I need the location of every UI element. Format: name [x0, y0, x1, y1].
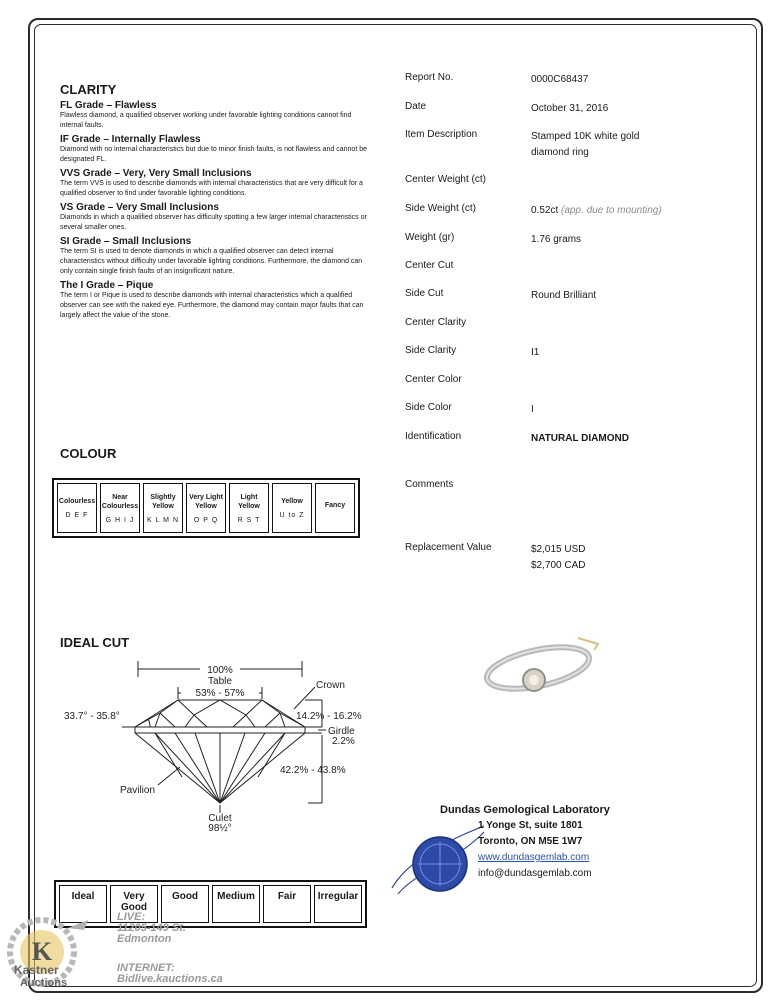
lab-address-2: Toronto, ON M5E 1W7 — [478, 836, 583, 847]
replacement-cad: $2,700 CAD — [531, 560, 586, 571]
cut-grade-cell: Fair — [263, 885, 311, 923]
clarity-grade-description: The term VVS is used to describe diamonds with internal characteristics that are very difficult for a qualified observer to find under favorable lighting conditions. — [60, 180, 363, 197]
auction-internet-label: INTERNET: — [117, 962, 175, 974]
auction-live-address: 11205-149 St. — [117, 922, 186, 934]
report-number-label: Report No. — [405, 72, 454, 83]
ideal-cut-diagram — [60, 655, 380, 835]
diagram-width-pct: 100% — [207, 665, 233, 676]
colour-cell-codes: O P Q — [193, 516, 219, 524]
item-description-label: Item Description — [405, 129, 478, 140]
side-cut-value: Round Brilliant — [531, 290, 597, 301]
colour-cell-title: Slightly Yellow — [150, 493, 176, 510]
side-color-value: I — [531, 404, 534, 415]
auction-brand-bottom: Auctions — [20, 977, 68, 989]
center-cut-label: Center Cut — [405, 260, 454, 271]
auction-internet-info — [117, 963, 223, 985]
lab-website-link[interactable]: www.dundasgemlab.com — [478, 852, 590, 863]
identification-label: Identification — [405, 431, 462, 442]
clarity-grade-description: Flawless diamond, a qualified observer working under favorable lighting conditions cannot find internal faults. — [60, 112, 352, 129]
colour-cell-codes: K L M N — [146, 516, 180, 524]
diagram-table-label: Table — [208, 676, 232, 687]
colour-cell-codes: G H I J — [105, 516, 135, 524]
auction-live-label: LIVE: — [117, 911, 146, 923]
auction-watermark-logo — [6, 916, 106, 990]
auction-live-info — [117, 912, 186, 945]
svg-text:K: K — [31, 937, 53, 966]
lab-email: info@dundasgemlab.com — [478, 868, 592, 879]
colour-heading: COLOUR — [60, 446, 117, 461]
auction-internet-url: Bidlive.kauctions.ca — [117, 973, 223, 985]
diagram-pavilion-label: Pavilion — [120, 785, 156, 796]
colour-cell — [100, 483, 140, 533]
diagram-table-pct: 53% - 57% — [195, 688, 245, 699]
colour-cell-title: Yellow — [281, 498, 303, 505]
identification-value: NATURAL DIAMOND — [531, 433, 629, 444]
date-value: October 31, 2016 — [531, 103, 609, 114]
clarity-grade-title: The I Grade – Pique — [60, 280, 154, 291]
center-clarity-label: Center Clarity — [405, 317, 467, 328]
clarity-section — [60, 82, 370, 321]
colour-cell — [186, 483, 226, 533]
clarity-grade-title: FL Grade – Flawless — [60, 100, 157, 111]
colour-cell-title: Light Yellow — [238, 493, 260, 510]
auction-live-city: Edmonton — [117, 933, 172, 945]
report-number-value: 0000C68437 — [531, 74, 589, 85]
clarity-grade-title: IF Grade – Internally Flawless — [60, 134, 201, 145]
side-cut-label: Side Cut — [405, 288, 444, 299]
diagram-girdle-label: Girdle — [328, 726, 355, 737]
colour-cell — [272, 483, 312, 533]
cut-grade-cell: Irregular — [314, 885, 362, 923]
comments-label: Comments — [405, 479, 454, 490]
lab-name: Dundas Gemological Laboratory — [440, 804, 610, 816]
colour-cell-codes: D E F — [65, 512, 89, 519]
clarity-grade-description: Diamonds in which a qualified observer has difficulty spotting a few larger internal characteristics or several smaller ones. — [60, 214, 367, 231]
weight-value: 1.76 grams — [531, 234, 582, 245]
center-weight-label: Center Weight (ct) — [405, 174, 486, 185]
side-weight-value — [531, 203, 721, 219]
cut-grade-cell: Good — [161, 885, 209, 923]
ideal-cut-heading: IDEAL CUT — [60, 635, 130, 650]
diagram-girdle-pct: 2.2% — [332, 736, 355, 747]
side-clarity-value: I1 — [531, 347, 540, 358]
diagram-crown-label: Crown — [316, 680, 345, 691]
side-clarity-label: Side Clarity — [405, 345, 457, 356]
clarity-grade-title: VS Grade – Very Small Inclusions — [60, 202, 219, 213]
ring-photo — [478, 620, 608, 710]
colour-cell — [143, 483, 183, 533]
date-label: Date — [405, 101, 427, 112]
clarity-grade-title: SI Grade – Small Inclusions — [60, 236, 192, 247]
diagram-culet-value: 98½° — [208, 823, 232, 834]
item-description-value: Stamped 10K white gold diamond ring — [531, 131, 640, 158]
colour-cell-title: Near Colourless — [101, 493, 139, 510]
diagram-culet-label: Culet — [208, 813, 232, 824]
cut-grade-cell: Medium — [212, 885, 260, 923]
colour-cell — [229, 483, 269, 533]
colour-scale-table — [52, 478, 360, 538]
center-color-label: Center Color — [405, 374, 462, 385]
replacement-value-label: Replacement Value — [405, 542, 492, 553]
colour-cell-title: Colourless — [58, 498, 96, 505]
colour-cell — [57, 483, 97, 533]
lab-info — [440, 802, 640, 882]
clarity-grade-description: Diamond with no internal characteristics but due to minor finish faults, is not flawless and cannot be designated FL. — [60, 146, 367, 163]
diagram-crown-pct: 14.2% - 16.2% — [296, 711, 362, 722]
colour-cell — [315, 483, 355, 533]
side-weight-amount: 0.52ct — [531, 205, 559, 216]
side-color-label: Side Color — [405, 402, 452, 413]
clarity-grade-title: VVS Grade – Very, Very Small Inclusions — [60, 168, 252, 179]
clarity-grade-description: The term SI is used to denote diamonds in which a qualified observer can detect internal characteristics without difficulty under favorable lighting conditions. Furthermore, the diamond can only contain single finish faults of an insignificant nature. — [60, 248, 363, 275]
auction-brand-top: Kastner — [14, 963, 59, 977]
weight-label: Weight (gr) — [405, 232, 455, 243]
lab-address-1: 1 Yonge St, suite 1801 — [478, 820, 583, 831]
diagram-pavilion-pct: 42.2% - 43.8% — [280, 765, 346, 776]
colour-cell-title: Very Light Yellow — [189, 493, 223, 510]
colour-cell-codes: U to Z — [279, 512, 305, 519]
colour-cell-codes: R S T — [237, 516, 261, 524]
diagram-crown-angle: 33.7° - 35.8° — [64, 711, 120, 722]
clarity-grade-list — [60, 100, 370, 321]
colour-cell-title: Fancy — [324, 501, 346, 509]
clarity-heading: CLARITY — [60, 82, 117, 97]
replacement-value — [531, 542, 721, 574]
replacement-usd: $2,015 USD — [531, 544, 586, 555]
cut-grade-cell: Ideal — [59, 885, 107, 923]
side-weight-note: (app. due to mounting) — [561, 205, 662, 216]
clarity-grade-description: The term I or Pique is used to describe diamonds with internal characteristics which a qualified observer can see with the naked eye. Furthermore, the diamond may contain major faults that can largely affect the value of the stone. — [60, 292, 364, 319]
cut-grade-cell: Very Good — [110, 885, 158, 923]
side-weight-label: Side Weight (ct) — [405, 203, 476, 214]
